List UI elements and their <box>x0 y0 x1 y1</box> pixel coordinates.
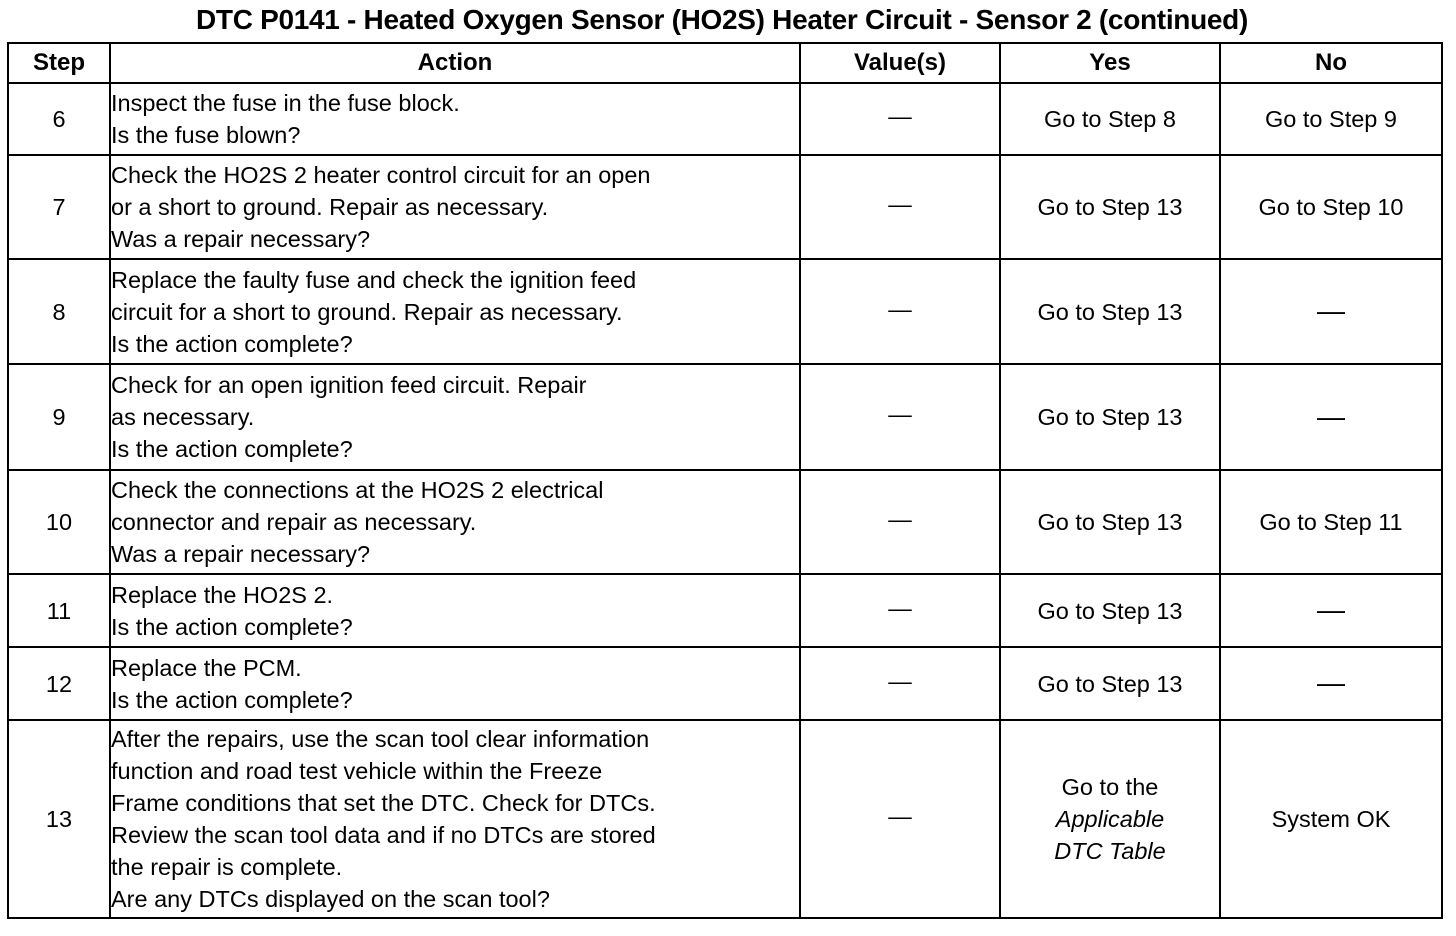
yes-cell: Go to Step 13 <box>1000 647 1220 720</box>
value-cell <box>800 83 1000 155</box>
table-row-step-8 <box>8 259 1442 364</box>
yes-cell <box>1000 720 1220 918</box>
document-title: DTC P0141 - Heated Oxygen Sensor (HO2S) Heater Circuit - Sensor 2 (continued) <box>195 4 1249 35</box>
no-dash: — <box>1317 400 1345 432</box>
action-question: Was a repair necessary? <box>111 226 371 252</box>
step-number: 8 <box>8 259 110 364</box>
diagnostic-table <box>7 42 1443 919</box>
action-question: Was a repair necessary? <box>111 541 371 567</box>
action-line: After the repairs, use the scan tool clear information <box>111 726 650 752</box>
no-cell <box>1220 647 1442 720</box>
action-line: circuit for a short to ground. Repair as necessary. <box>111 298 623 325</box>
value-dash: — <box>888 594 912 621</box>
value-cell <box>800 720 1000 918</box>
table-row-step-11 <box>8 574 1442 647</box>
table-row-step-12 <box>8 647 1442 720</box>
action-line: Replace the PCM. <box>111 654 302 681</box>
table-header-row <box>8 43 1442 83</box>
action-cell <box>110 83 800 155</box>
value-cell <box>800 574 1000 647</box>
table-row-step-10 <box>8 470 1442 574</box>
action-line: function and road test vehicle within the Freeze <box>111 758 603 784</box>
value-cell <box>800 470 1000 574</box>
value-dash: — <box>888 103 912 129</box>
no-cell <box>1220 364 1442 470</box>
action-line: Review the scan tool data and if no DTCs are stored <box>111 822 656 848</box>
column-header-step: Step <box>8 43 110 83</box>
column-header-action: Action <box>110 43 800 83</box>
table-row-step-6 <box>8 83 1442 155</box>
no-dash: — <box>1317 295 1345 326</box>
column-header-values: Value(s) <box>800 43 1000 83</box>
table-row-step-13 <box>8 720 1442 918</box>
column-header-no: No <box>1220 43 1442 83</box>
yes-line: Go to the <box>1061 774 1159 800</box>
action-line: Check the HO2S 2 heater control circuit for an open <box>111 162 651 188</box>
no-dash: — <box>1317 667 1345 698</box>
yes-cell: Go to Step 13 <box>1000 470 1220 574</box>
no-cell: Go to Step 9 <box>1220 83 1442 155</box>
action-line: Replace the faulty fuse and check the ignition feed <box>111 266 637 293</box>
action-cell <box>110 720 800 918</box>
action-line: connector and repair as necessary. <box>111 509 477 535</box>
action-line: the repair is complete. <box>111 854 343 880</box>
value-dash: — <box>888 506 912 532</box>
no-cell: Go to Step 11 <box>1220 470 1442 574</box>
yes-cell: Go to Step 13 <box>1000 364 1220 470</box>
yes-line-italic: DTC Table <box>1054 838 1166 864</box>
table-row-step-7 <box>8 155 1442 259</box>
action-question: Is the action complete? <box>111 436 353 462</box>
yes-cell: Go to Step 13 <box>1000 155 1220 259</box>
value-dash: — <box>888 191 912 217</box>
action-line: Frame conditions that set the DTC. Check for DTCs. <box>111 790 656 816</box>
step-number: 7 <box>8 155 110 259</box>
value-cell <box>800 155 1000 259</box>
action-cell <box>110 574 800 647</box>
value-cell <box>800 259 1000 364</box>
action-cell <box>110 647 800 720</box>
yes-cell: Go to Step 13 <box>1000 259 1220 364</box>
step-number: 9 <box>8 364 110 470</box>
step-number: 11 <box>8 574 110 647</box>
no-cell <box>1220 259 1442 364</box>
table-row-step-9 <box>8 364 1442 470</box>
action-line: Inspect the fuse in the fuse block. <box>111 90 460 116</box>
action-line: Replace the HO2S 2. <box>111 581 334 608</box>
yes-cell: Go to Step 8 <box>1000 83 1220 155</box>
value-dash: — <box>888 401 912 427</box>
value-cell <box>800 364 1000 470</box>
value-dash: — <box>888 667 912 694</box>
no-cell: System OK <box>1220 720 1442 918</box>
action-cell <box>110 364 800 470</box>
value-cell <box>800 647 1000 720</box>
action-line: Check for an open ignition feed circuit. Repair <box>111 372 587 398</box>
value-dash: — <box>888 803 912 829</box>
action-question: Are any DTCs displayed on the scan tool? <box>111 886 550 912</box>
step-number: 12 <box>8 647 110 720</box>
action-question: Is the action complete? <box>111 613 353 640</box>
step-number: 10 <box>8 470 110 574</box>
no-dash: — <box>1317 594 1345 625</box>
yes-line-italic: Applicable <box>1055 806 1165 832</box>
column-header-yes: Yes <box>1000 43 1220 83</box>
yes-cell: Go to Step 13 <box>1000 574 1220 647</box>
no-cell <box>1220 574 1442 647</box>
step-number: 13 <box>8 720 110 918</box>
step-number: 6 <box>8 83 110 155</box>
value-dash: — <box>888 295 912 322</box>
action-question: Is the fuse blown? <box>111 122 301 148</box>
action-line: Check the connections at the HO2S 2 electrical <box>111 477 604 503</box>
action-cell <box>110 259 800 364</box>
action-line: as necessary. <box>111 404 255 430</box>
action-question: Is the action complete? <box>111 686 353 713</box>
action-question: Is the action complete? <box>111 330 353 357</box>
action-cell <box>110 155 800 259</box>
action-cell <box>110 470 800 574</box>
no-cell: Go to Step 10 <box>1220 155 1442 259</box>
action-line: or a short to ground. Repair as necessary. <box>111 194 549 220</box>
